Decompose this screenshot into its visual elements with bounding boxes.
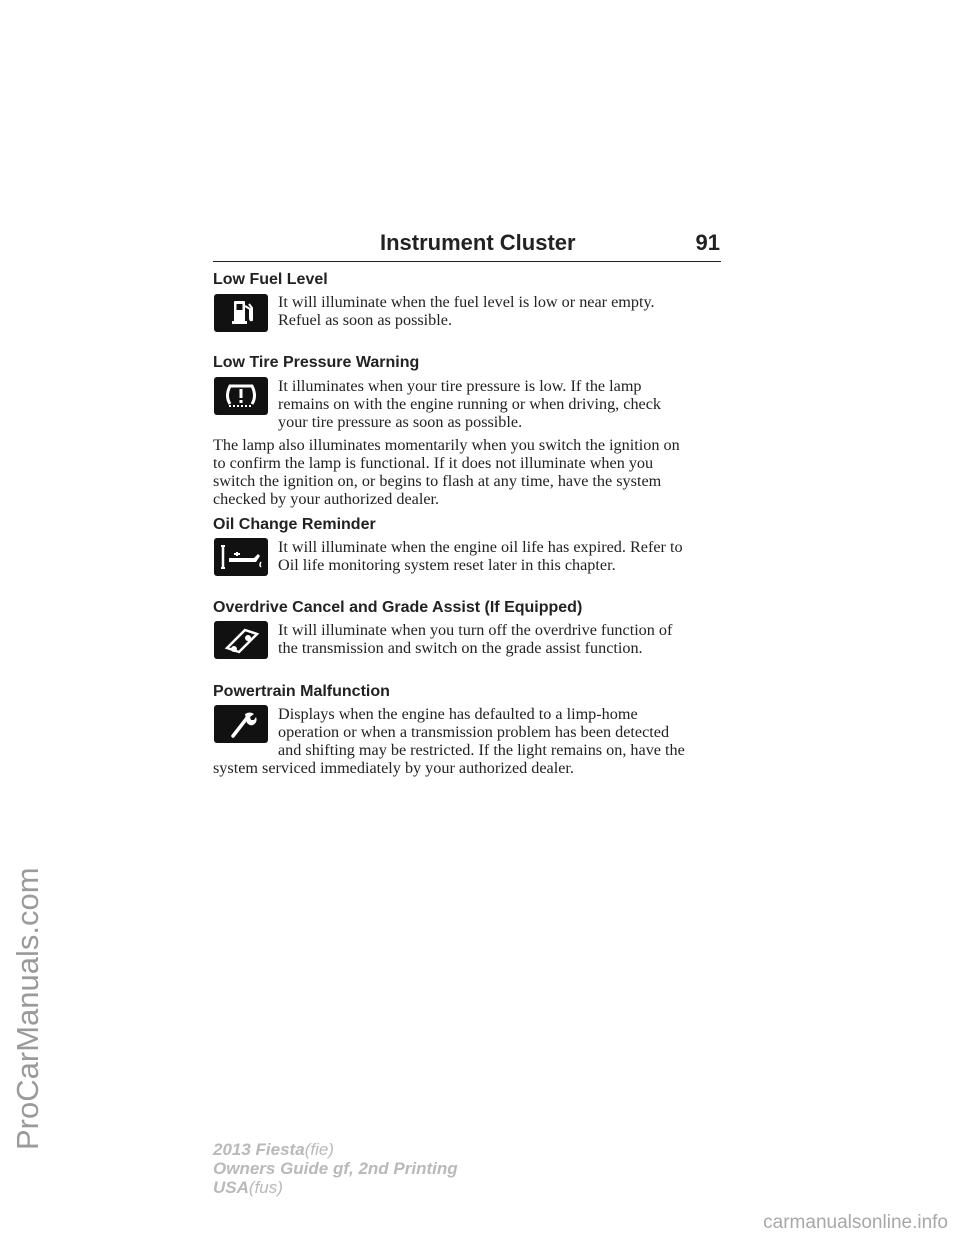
powertrain-line-1: Displays when the engine has defaulted to a limp-home	[278, 705, 638, 723]
tire-pressure-line-2: remains on with the engine running or when driving, check	[278, 395, 662, 413]
site-watermark: carmanualsonline.info	[763, 1212, 948, 1233]
tire-pressure-line-1: It illuminates when your tire pressure is low. If the lamp	[278, 377, 642, 395]
oil-change-heading: Oil Change Reminder	[213, 516, 376, 533]
overdrive-line-2: the transmission and switch on the grade assist function.	[278, 639, 643, 657]
powertrain-line-3: and shifting may be restricted. If the light remains on, have the	[278, 741, 685, 759]
page-header	[380, 226, 720, 262]
low-fuel-heading: Low Fuel Level	[213, 271, 328, 288]
tire-paragraph-line-3: switch the ignition on, or begins to flash at any time, have the system	[213, 472, 662, 490]
footer-model-code: (fie)	[304, 1140, 334, 1159]
watermark: ProCarManuals.com	[10, 867, 45, 1150]
overdrive-cancel-icon	[214, 621, 268, 659]
oil-change-line-2: Oil life monitoring system reset later in this chapter.	[278, 556, 616, 574]
powertrain-heading: Powertrain Malfunction	[213, 683, 390, 700]
section-title: Instrument Cluster	[380, 230, 576, 255]
powertrain-line-2: operation or when a transmission problem has been detected	[278, 723, 670, 741]
tire-pressure-icon	[214, 377, 268, 415]
overdrive-line-1: It will illuminate when you turn off the overdrive function of	[278, 621, 673, 639]
oil-change-line-1: It will illuminate when the engine oil life has expired. Refer to	[278, 538, 683, 556]
tire-paragraph-line-4: checked by your authorized dealer.	[213, 490, 440, 508]
oil-change-icon	[214, 538, 268, 576]
header-rule	[213, 261, 721, 262]
low-fuel-line-1: It will illuminate when the fuel level is low or near empty.	[278, 293, 655, 311]
footer-market	[213, 1178, 283, 1198]
footer-guide: Owners Guide gf, 2nd Printing	[213, 1159, 458, 1178]
tire-paragraph-line-1: The lamp also illuminates momentarily when you switch the ignition on	[213, 436, 680, 454]
tire-pressure-heading: Low Tire Pressure Warning	[213, 354, 420, 371]
footer-model-name: 2013 Fiesta	[213, 1140, 305, 1159]
tire-pressure-line-3: your tire pressure as soon as possible.	[278, 413, 523, 431]
page-number: 91	[695, 230, 720, 255]
fuel-pump-icon	[214, 294, 268, 332]
footer-model	[213, 1140, 334, 1160]
powertrain-line-4: system serviced immediately by your authorized dealer.	[213, 759, 574, 777]
tire-paragraph-line-2: to confirm the lamp is functional. If it does not illuminate when you	[213, 454, 654, 472]
wrench-icon	[214, 705, 268, 743]
overdrive-heading: Overdrive Cancel and Grade Assist (If Equipped)	[213, 599, 583, 616]
footer-market-name: USA	[213, 1178, 249, 1197]
footer-market-code: (fus)	[248, 1178, 283, 1197]
low-fuel-line-2: Refuel as soon as possible.	[278, 311, 452, 329]
